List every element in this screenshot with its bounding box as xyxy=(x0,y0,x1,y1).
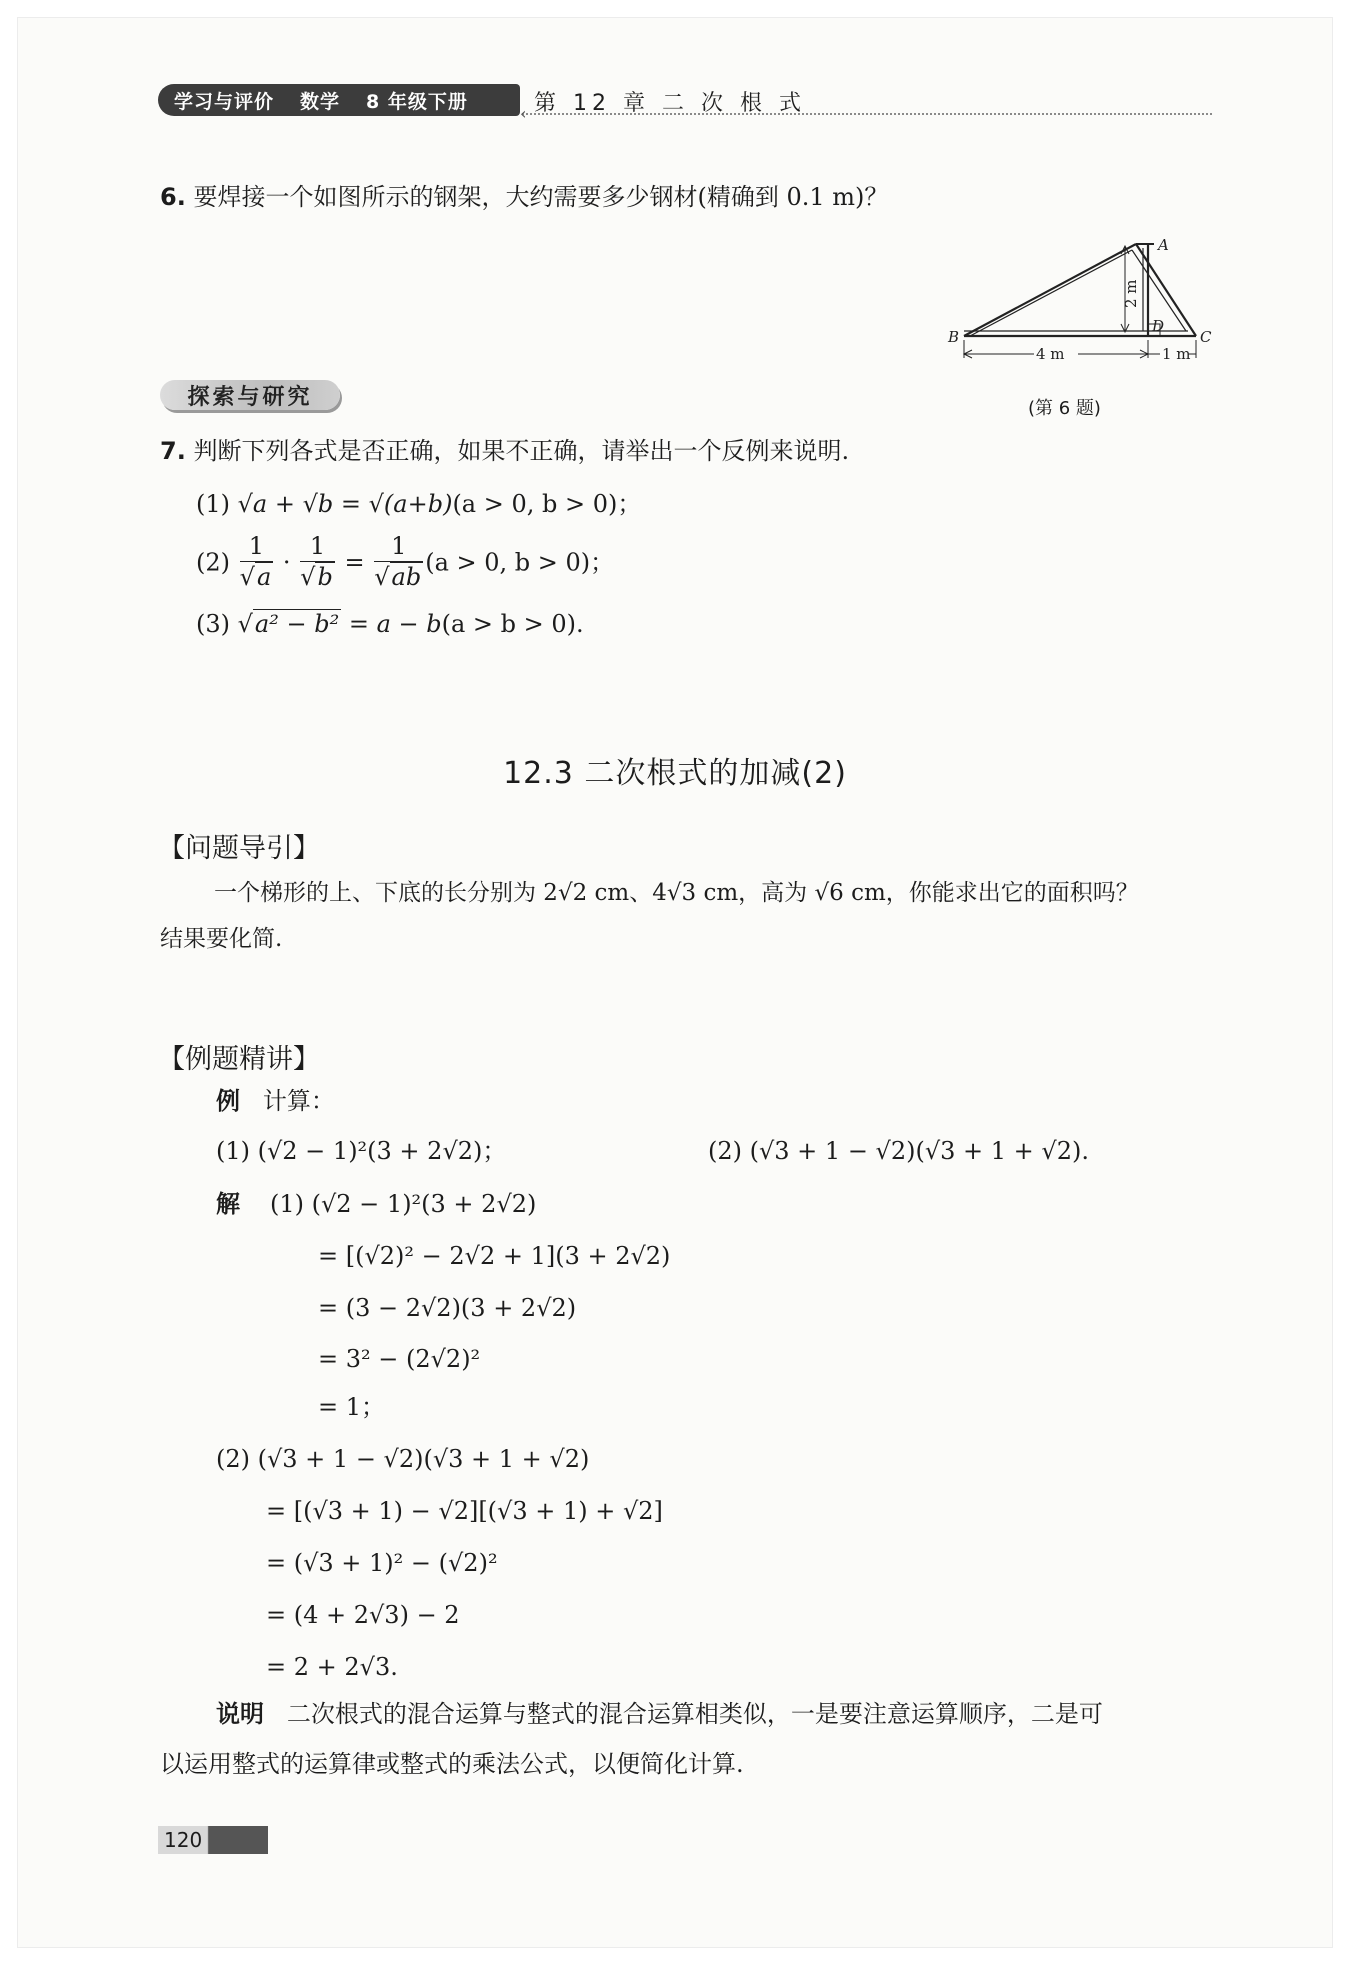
steel-frame-figure xyxy=(940,232,1225,372)
question-number: 6. xyxy=(160,183,186,211)
solution-1-line-2: = [(√2)² − 2√2 + 1](3 + 2√2) xyxy=(318,1242,671,1270)
q7-item-2: (2) $\frac{1}{√a}$ · $\frac{1}{√b}$ = $\frac{1}{√ab}$ (a > 0, b > 0)； xyxy=(196,532,615,591)
figure-caption: (第 6 题) xyxy=(1028,398,1101,419)
label-b: B xyxy=(948,328,960,346)
solution-2-line-2: = [(√3 + 1) − √2][(√3 + 1) + √2] xyxy=(266,1497,663,1525)
label-height: 2 m xyxy=(1122,279,1140,308)
question-7 xyxy=(160,437,849,466)
header-arrow-icon: ‹ xyxy=(520,104,527,123)
example-heading: 【例题精讲】 xyxy=(158,1044,320,1075)
label-d: D xyxy=(1152,317,1165,335)
intro-heading: 【问题导引】 xyxy=(158,833,320,864)
chapter-title: 第 12 章 二 次 根 式 xyxy=(534,91,806,116)
section-title: 12.3 二次根式的加减(2) xyxy=(503,756,847,791)
label-base-left: 4 m xyxy=(1036,345,1065,363)
note-line-1: 说明 二次根式的混合运算与整式的混合运算相类似，一是要注意运算顺序，二是可 xyxy=(216,1700,1103,1728)
header-series: 学习与评价 xyxy=(174,90,275,113)
page-number: 120 xyxy=(158,1826,268,1854)
header-subject: 数学 xyxy=(300,90,341,113)
solution-1-line-1: (1) (√2 − 1)²(3 + 2√2) xyxy=(270,1190,537,1218)
solution-1-line-5: = 1； xyxy=(318,1393,386,1421)
solution-2-line-1: (2) (√3 + 1 − √2)(√3 + 1 + √2) xyxy=(216,1445,590,1473)
q7-item-3: (3) √a² − b² = a − b(a > b > 0). xyxy=(196,610,584,638)
q7-item-1: (1) √a + √b = √(a+b)(a > 0, b > 0)； xyxy=(196,490,642,518)
header-book-label xyxy=(158,84,520,116)
solution-2-line-5: = 2 + 2√3. xyxy=(266,1653,398,1681)
solution-1-line-4: = 3² − (2√2)² xyxy=(318,1345,481,1373)
intro-text-line-2: 结果要化简. xyxy=(160,926,283,952)
label-a: A xyxy=(1158,236,1169,254)
label-c: C xyxy=(1200,328,1212,346)
question-6 xyxy=(160,183,888,212)
question-text: 判断下列各式是否正确，如果不正确，请举出一个反例来说明. xyxy=(193,437,850,465)
section-banner: 探索与研究 xyxy=(160,380,340,410)
example-part-1: (1) (√2 − 1)²(3 + 2√2)； xyxy=(216,1137,507,1165)
question-text: 要焊接一个如图所示的钢架，大约需要多少钢材(精确到 0.1 m)？ xyxy=(193,183,889,211)
intro-text-line-1: 一个梯形的上、下底的长分别为 2√2 cm、4√3 cm，高为 √6 cm，你能求出它的面积吗？ xyxy=(214,880,1139,906)
example-part-2: (2) (√3 + 1 − √2)(√3 + 1 + √2). xyxy=(708,1137,1089,1165)
header-grade: 8 年级下册 xyxy=(366,90,468,113)
solution-1-line-3: = (3 − 2√2)(3 + 2√2) xyxy=(318,1294,577,1322)
note-line-2: 以运用整式的运算律或整式的乘法公式，以便简化计算. xyxy=(160,1750,744,1778)
solution-label: 解 xyxy=(216,1190,240,1218)
label-base-right: 1 m xyxy=(1162,345,1191,363)
example-title: 例 计算： xyxy=(216,1087,335,1115)
solution-2-line-3: = (√3 + 1)² − (√2)² xyxy=(266,1549,498,1577)
question-number: 7. xyxy=(160,437,186,465)
solution-2-line-4: = (4 + 2√3) − 2 xyxy=(266,1601,460,1629)
